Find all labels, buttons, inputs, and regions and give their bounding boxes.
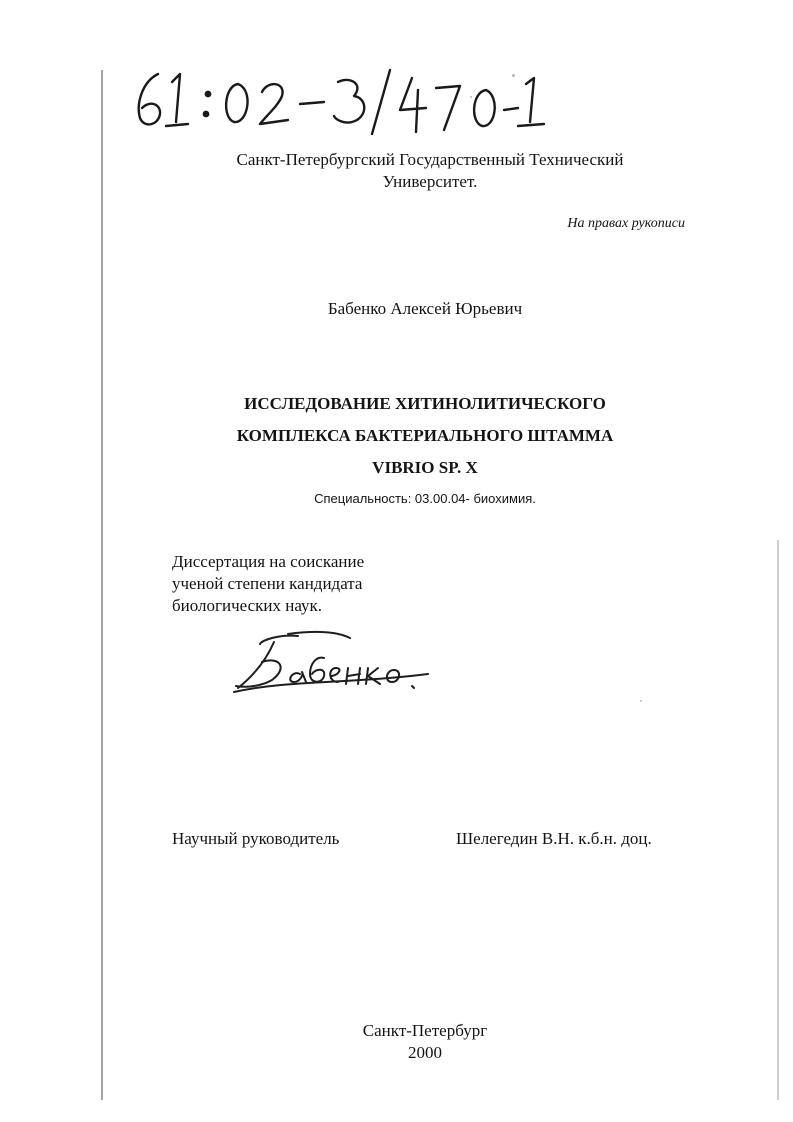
year: 2000 xyxy=(408,1043,442,1062)
supervisor-name: Шелегедин В.Н. к.б.н. доц. xyxy=(456,829,652,848)
right-margin-line xyxy=(777,540,779,1100)
dissertation-note-line-3: биологических наук. xyxy=(172,596,323,615)
university-name-line-2: Университет. xyxy=(382,172,478,191)
thesis-title-line-3: VIBRIO SP. X xyxy=(372,458,478,477)
manuscript-rights-note: На правах рукописи xyxy=(567,216,685,231)
dissertation-note-line-2: ученой степени кандидата xyxy=(172,574,363,593)
specialty-line: Специальность: 03.00.04- биохимия. xyxy=(314,491,536,506)
author-name: Бабенко Алексей Юрьевич xyxy=(327,299,523,318)
supervisor-label: Научный руководитель xyxy=(172,829,340,848)
scan-speck xyxy=(640,700,642,702)
handwritten-stamp-number xyxy=(120,60,550,140)
left-margin-line xyxy=(101,70,103,1100)
dissertation-note-line-1: Диссертация на соискание xyxy=(172,552,365,571)
scan-speck xyxy=(470,96,472,98)
author-signature xyxy=(228,628,458,698)
thesis-title-line-2: КОМПЛЕКСА БАКТЕРИАЛЬНОГО ШТАММА xyxy=(236,426,614,445)
thesis-title-line-1: ИССЛЕДОВАНИЕ ХИТИНОЛИТИЧЕСКОГО xyxy=(244,394,606,413)
university-name-line-1: Санкт-Петербургский Государственный Технический xyxy=(236,150,624,169)
scan-speck xyxy=(512,74,515,77)
city: Санкт-Петербург xyxy=(362,1021,488,1040)
